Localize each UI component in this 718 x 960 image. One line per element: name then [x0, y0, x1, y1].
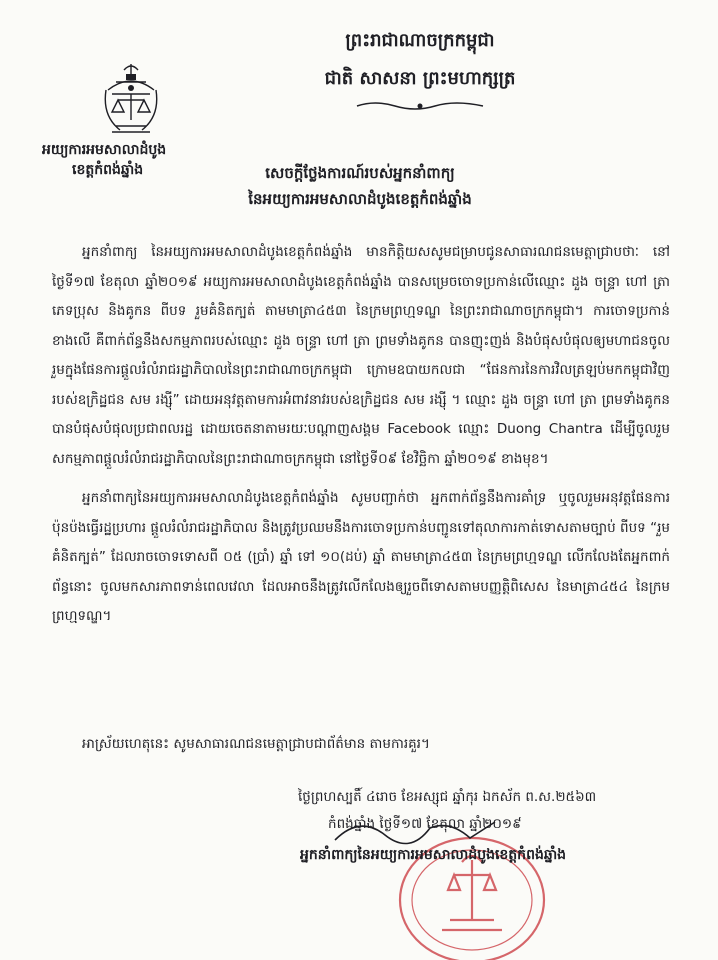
place-and-date: កំពង់ឆ្នាំង ថ្ងៃទី១៧ ខែតុលា ឆ្នាំ២០១៩: [328, 816, 522, 832]
header-ornament-icon: [355, 100, 485, 112]
body-paragraph-2: អ្នកនាំពាក្យនៃអយ្យការអមសាលាដំបូងខេត្តកំពង់ឆ្នាំង សូមបញ្ជាក់ថា អ្នកពាក់ព័ន្ធនឹងការគាំទ្រ ឬចូលរួមអនុវត្តផែនការប៉ុនប៉ងធ្វើរដ្ឋប្រហារ ផ្ដួលរំលំរាជរដ្ឋាភិបាល និងត្រូវប្រឈមនឹងការចោទប្រកាន់បញ្ជូនទៅតុលាការកាត់ទោសតាមច្បាប់ ពីបទ “រួមគំនិតក្បត់” ដែលរាចចោទទោសពី ០៥ (ប្រាំ) ឆ្នាំ ទៅ ១០(ដប់) ឆ្នាំ តាមមាត្រា៤៥៣ នៃក្រមព្រហ្មទណ្ឌ លើកលែងតែអ្នកពាក់ព័ន្ធនោះ ចូលមកសារភាពទាន់ពេលវេលា ដែលអាចនឹងត្រូវលើកលែងឲ្យរួចពីទោសតាមបញ្ញត្តិពិសេស នៃមាត្រា៤៥៤ នៃក្រមព្រហ្មទណ្ឌ។: [52, 490, 670, 624]
document-body: [52, 238, 670, 632]
court-emblem-icon: [98, 60, 164, 140]
lunar-date: ថ្ងៃព្រហស្បតិ៍ ៤រោច ខែអស្សុជ ឆ្នាំកុរ ឯកស័ក ព.ស.២៥៦៣: [298, 789, 597, 805]
title-line-1: សេចក្ដីថ្លែងការណ៍របស់អ្នកនាំពាក្យ: [265, 164, 455, 182]
closing-statement: អាស្រ័យហេតុនេះ សូមសាធារណជនមេត្តាជ្រាបជាព័ត៌មាន តាមការគួរ។: [82, 736, 430, 752]
signer-title: អ្នកនាំពាក្យនៃអយ្យការអមសាលាដំបូងខេត្តកំពង់ឆ្នាំង: [300, 847, 567, 863]
kingdom-name: ព្រះរាជាណាចក្រកម្ពុជា: [345, 30, 495, 51]
document-title: [150, 160, 570, 212]
agency-province: ខេត្តកំពង់ឆ្នាំង: [72, 162, 144, 178]
agency-name: អយ្យការអមសាលាដំបូង: [42, 142, 167, 158]
body-paragraph-1: អ្នកនាំពាក្យ នៃអយ្យការអមសាលាដំបូងខេត្តកំពង់ឆ្នាំង មានកិត្តិយសសូមជម្រាបជូនសាធារណជនមេត្តាជ្រាបថាៈ នៅថ្ងៃទី១៧ ខែតុលា ឆ្នាំ២០១៩ អយ្យការអមសាលាដំបូងខេត្តកំពង់ឆ្នាំង បានសម្រេចចោទប្រកាន់លើឈ្មោះ ដួង ចន្ទ្រា ហៅ ត្រា ភេទប្រុស និងគូកន ពីបទ រួមគំនិតក្បត់ តាមមាត្រា៤៥៣ នៃក្រមព្រហ្មទណ្ឌ នៃព្រះរាជាណាចក្រកម្ពុជា។ ការចោទប្រកាន់ខាងលើ គឺពាក់ព័ន្ធនឹងសកម្មភាពរបស់ឈ្មោះ ដួង ចន្ទ្រា ហៅ ត្រា ព្រមទាំងគូកន បានញុះញង់ និងបំផុសបំផុលឲ្យមហាជនចូលរួមក្នុងផែនការផ្ដួលរំលំរាជរដ្ឋាភិបាលនៃព្រះរាជាណាចក្រកម្ពុជា ក្រោមឧបាយកលជា “ផែនការនៃការវិលត្រឡប់មកកម្ពុជាវិញ របស់ឧក្រិដ្ឋជន សម រង្ស៊ី” ដោយអនុវត្តតាមការអំពាវនាវរបស់ឧក្រិដ្ឋជន សម រង្ស៊ី ។ ឈ្មោះ ដួង ចន្ទ្រា ហៅ ត្រា ព្រមទាំងគូកន បានបំផុសបំផុលប្រជាពលរដ្ឋ ដោយចេតនាតាមរយៈបណ្ដាញសង្គម Facebook ឈ្មោះ Duong Chantra ដើម្បីចូលរួមសកម្មភាពផ្ដួលរំលំរាជរដ្ឋាភិបាលនៃព្រះរាជាណាចក្រកម្ពុជា នៅថ្ងៃទី០៩ ខែវិច្ឆិកា ឆ្នាំ២០១៩ ខាងមុខ។: [52, 244, 670, 467]
title-line-2: នៃអយ្យការអមសាលាដំបូងខេត្តកំពង់ឆ្នាំង: [248, 190, 472, 208]
national-motto: ជាតិ សាសនា ព្រះមហាក្សត្រ: [324, 68, 516, 89]
kingdom-header: [230, 30, 610, 90]
handwritten-signature-icon: [330, 810, 500, 850]
